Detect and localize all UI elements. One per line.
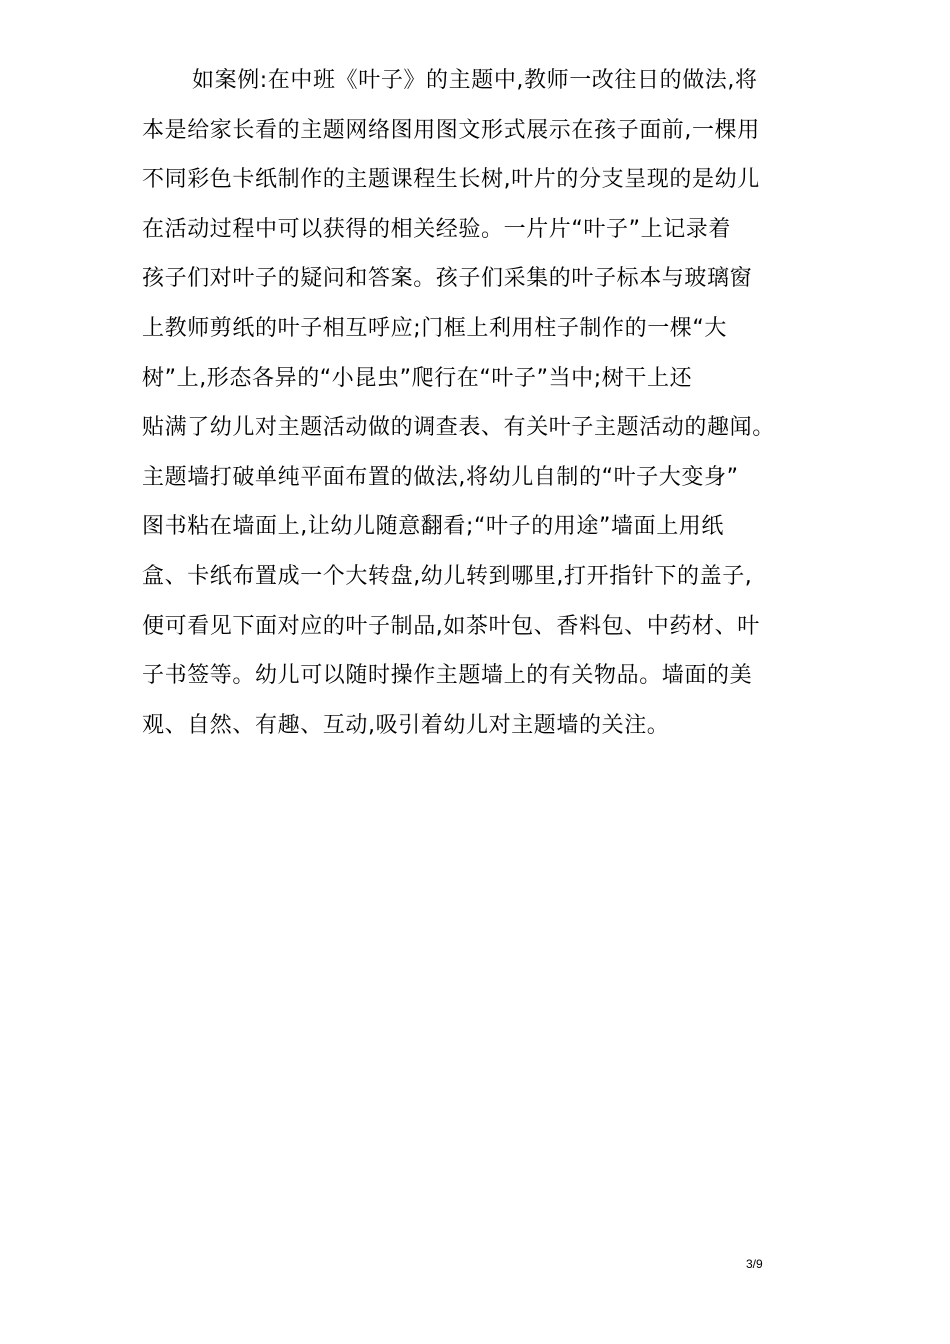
- paragraph-line-11: 盒、卡纸布置成一个大转盘,幼儿转到哪里,打开指针下的盖子,: [142, 563, 753, 589]
- paragraph-line-1: 如案例:在中班《叶子》的主题中,教师一改往日的做法,将: [192, 68, 758, 93]
- paragraph-line-5: 孩子们对叶子的疑问和答案。孩子们采集的叶子标本与玻璃窗: [142, 266, 753, 292]
- paragraph-line-2: 本是给家长看的主题网络图用图文形式展示在孩子面前,一棵用: [142, 117, 760, 143]
- page-number: 3/9: [746, 1257, 763, 1271]
- body-paragraph: [142, 56, 842, 750]
- paragraph-line-14: 观、自然、有趣、互动,吸引着幼儿对主题墙的关注。: [142, 712, 670, 738]
- paragraph-line-4: 在活动过程中可以获得的相关经验。一片片“叶子”上记录着: [142, 216, 731, 242]
- paragraph-line-10: 图书粘在墙面上,让幼儿随意翻看;“叶子的用途”墙面上用纸: [142, 514, 725, 540]
- paragraph-line-3: 不同彩色卡纸制作的主题课程生长树,叶片的分支呈现的是幼儿: [142, 167, 760, 193]
- paragraph-line-9: 主题墙打破单纯平面布置的做法,将幼儿自制的“叶子大变身”: [142, 464, 739, 490]
- paragraph-line-13: 子书签等。幼儿可以随时操作主题墙上的有关物品。墙面的美: [142, 663, 753, 689]
- paragraph-line-8: 贴满了幼儿对主题活动做的调查表、有关叶子主题活动的趣闻。: [142, 415, 775, 441]
- paragraph-line-7: 树”上,形态各异的“小昆虫”爬行在“叶子”当中;树干上还: [142, 365, 693, 391]
- paragraph-line-12: 便可看见下面对应的叶子制品,如茶叶包、香料包、中药材、叶: [142, 613, 760, 639]
- paragraph-line-6: 上教师剪纸的叶子相互呼应;门框上利用柱子制作的一棵“大: [142, 315, 728, 341]
